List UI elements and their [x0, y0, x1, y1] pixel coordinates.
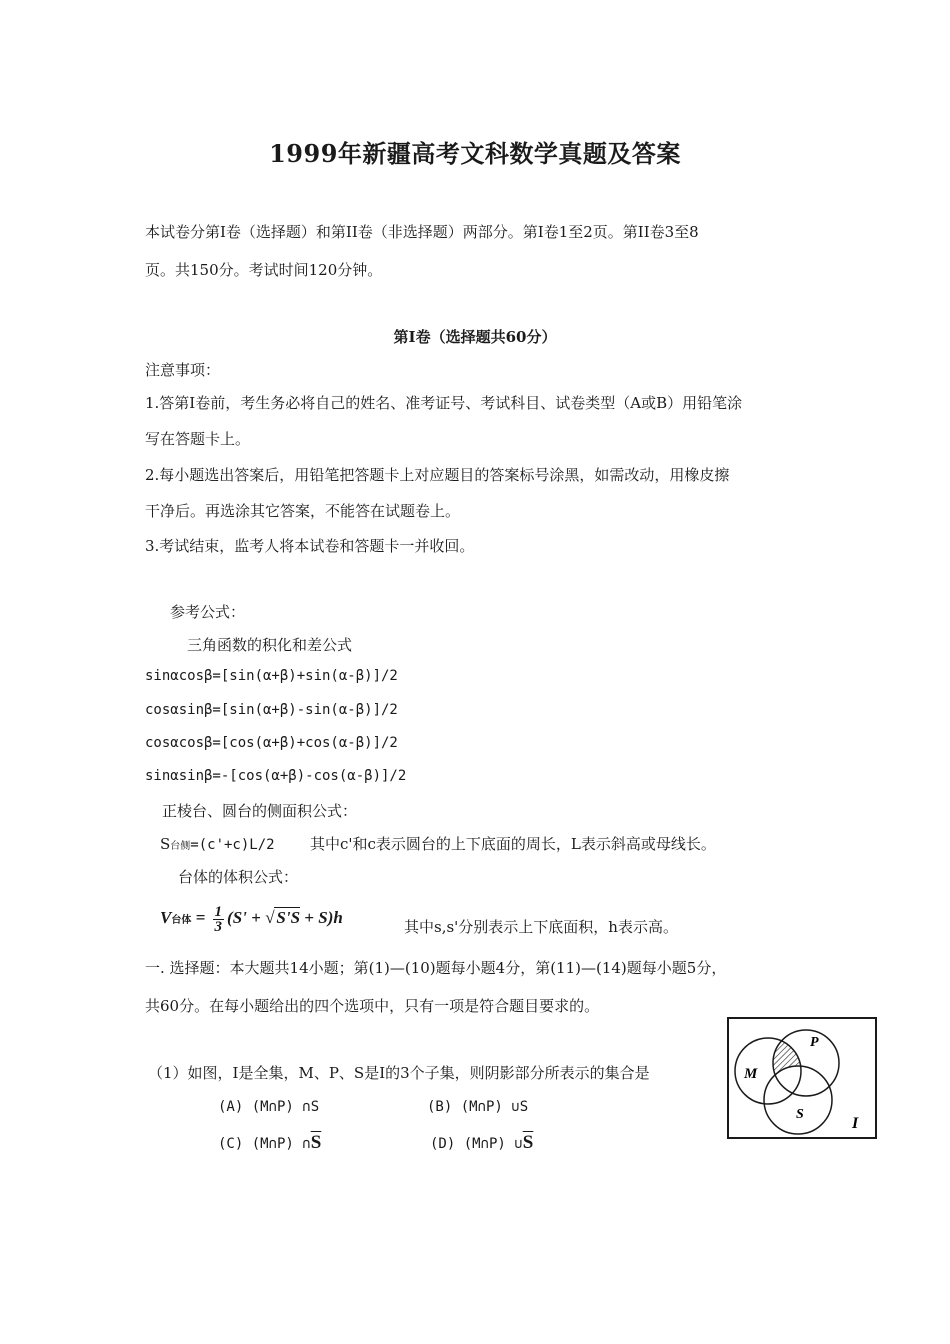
reference-title: 参考公式： [170, 603, 246, 621]
lateral-sub: 台侧 [170, 841, 191, 852]
trig-formula-3: cosαcosβ=[cos(α+β)+cos(α-β)]/2 [145, 735, 398, 751]
trig-formula-title: 三角函数的积化和差公式 [187, 636, 353, 654]
question-1-option-d [430, 1131, 533, 1156]
volume-numerator: 1 [214, 903, 223, 920]
venn-diagram [726, 1016, 878, 1140]
volume-denominator: 3 [214, 918, 223, 935]
notice-item-1-line-1: 1.答第Ⅰ卷前，考生务必将自己的姓名、准考证号、考试科目、试卷类型（A或B）用铅笔涂 [145, 394, 743, 412]
part1-line-2: 共60分。在每小题给出的四个选项中，只有一项是符合题目要求的。 [145, 997, 600, 1015]
question-1-option-a: (A) (M∩P) ∩S [218, 1099, 320, 1115]
notice-title: 注意事项： [145, 361, 221, 379]
part1-line-1: 一. 选择题：本大题共14小题；第(1)—(10)题每小题4分，第(11)—(14)题每小题5分， [145, 959, 727, 977]
volume-v: V [160, 908, 172, 927]
venn-label-m: M [744, 1066, 758, 1082]
trig-formula-4: sinαsinβ=-[cos(α+β)-cos(α-β)]/2 [145, 768, 407, 784]
option-d-text: (D) (M∩P) ∪ [430, 1136, 523, 1152]
notice-item-2-line-2: 干净后。再选涂其它答案，不能答在试题卷上。 [145, 502, 461, 520]
trig-formula-2: cosαsinβ=[sin(α+β)-sin(α-β)]/2 [145, 702, 398, 718]
volume-equals: = [195, 908, 206, 927]
volume-sub: 台体 [171, 915, 192, 926]
volume-open: (S' + [227, 908, 261, 927]
option-c-text: (C) (M∩P) ∩ [218, 1136, 311, 1152]
venn-label-i: I [852, 1115, 859, 1132]
volume-formula [160, 898, 343, 941]
lateral-area-formula [160, 834, 275, 857]
volume-fraction [213, 905, 225, 934]
volume-note: 其中s,s'分别表示上下底面积，h表示高。 [404, 918, 678, 936]
volume-title: 台体的体积公式： [178, 868, 299, 886]
trig-formula-1: sinαcosβ=[sin(α+β)+sin(α-β)]/2 [145, 668, 398, 684]
s-complement: $\overline{S}$ [522, 1132, 534, 1153]
volume-root: S'S [276, 908, 301, 927]
page-title: 1999年新疆高考文科数学真题及答案 [269, 139, 681, 168]
lateral-area-note: 其中c'和c表示圆台的上下底面的周长，L表示斜高或母线长。 [310, 835, 716, 853]
lateral-expression: =(c'+c)L/2 [190, 837, 275, 853]
notice-item-1-line-2: 写在答题卡上。 [145, 430, 251, 448]
notice-item-3: 3.考试结束，监考人将本试卷和答题卡一并收回。 [145, 537, 475, 555]
question-1-option-b: (B) (M∩P) ∪S [427, 1099, 529, 1115]
notice-item-2-line-1: 2.每小题选出答案后，用铅笔把答题卡上对应题目的答案标号涂黑，如需改动，用橡皮擦 [145, 466, 730, 484]
venn-label-s: S [796, 1107, 804, 1122]
intro-line-1: 本试卷分第Ⅰ卷（选择题）和第II卷（非选择题）两部分。第Ⅰ卷1至2页。第II卷3至8 [145, 223, 699, 241]
sqrt-icon: √ [265, 908, 275, 927]
lateral-s: S [160, 835, 171, 853]
s-complement: $\overline{S}$ [310, 1132, 322, 1153]
volume-close: + S)h [304, 908, 343, 927]
question-1-stem: （1）如图，I是全集，M、P、S是I的3个子集，则阴影部分所表示的集合是 [148, 1064, 650, 1082]
lateral-area-title: 正棱台、圆台的侧面积公式： [162, 802, 358, 820]
section1-heading: 第Ⅰ卷（选择题共60分） [393, 328, 557, 346]
question-1-option-c [218, 1131, 321, 1156]
intro-line-2: 页。共150分。考试时间120分钟。 [145, 261, 383, 279]
venn-label-p: P [810, 1035, 819, 1050]
